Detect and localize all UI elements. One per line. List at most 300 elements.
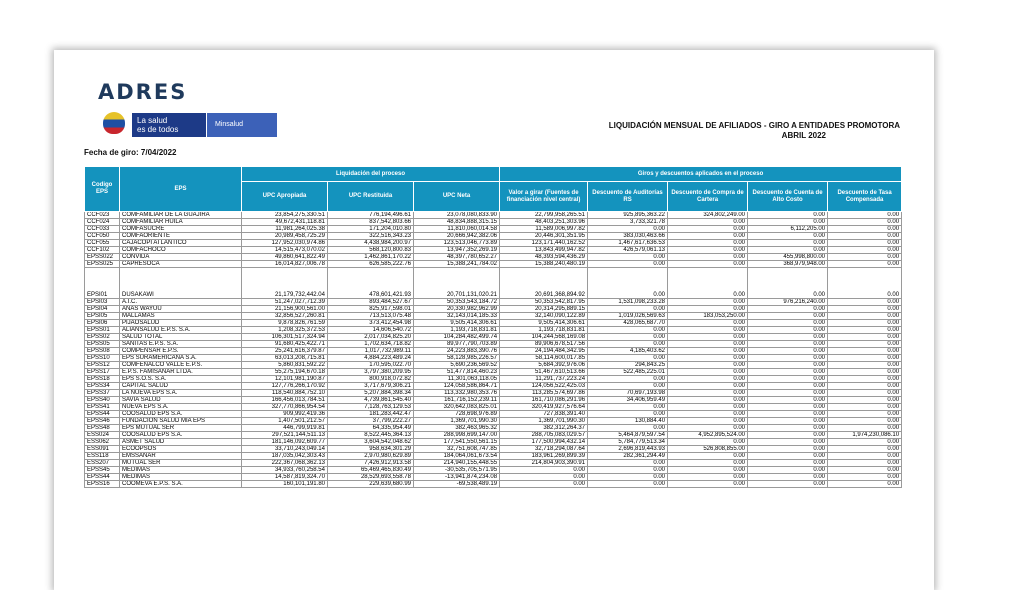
table-cell-compra: 526,808,855.00 bbox=[668, 446, 748, 453]
table-cell-neta: 50,353,543,184.72 bbox=[414, 299, 500, 306]
table-cell-auditorias: 3,733,321.78 bbox=[588, 219, 668, 226]
table-cell-girar: 20,446,301,351.95 bbox=[500, 233, 588, 240]
table-cell-girar: 113,285,574,697.86 bbox=[500, 390, 588, 397]
table-cell-auditorias: 0.00 bbox=[588, 226, 668, 233]
table-cell-alto: 0.00 bbox=[748, 327, 828, 334]
table-cell-tasa: 0.00 bbox=[828, 481, 902, 488]
table-cell-auditorias: 130,884.40 bbox=[588, 418, 668, 425]
table-cell-tasa: 0.00 bbox=[828, 418, 902, 425]
table-cell-restituida: 893,484,527.67 bbox=[328, 299, 414, 306]
table-cell-apropiada: 222,367,068,362.13 bbox=[242, 460, 328, 467]
table-cell-restituida: 8,522,445,364.13 bbox=[328, 432, 414, 439]
table-cell-auditorias: 0.00 bbox=[588, 355, 668, 362]
table-cell-compra: 0.00 bbox=[668, 261, 748, 268]
table-row bbox=[85, 212, 902, 219]
table-cell-compra: 0.00 bbox=[668, 334, 748, 341]
table-cell-code: EPSS46 bbox=[85, 418, 120, 425]
table-cell-tasa: 0.00 bbox=[828, 390, 902, 397]
adres-logo: ADRES bbox=[98, 80, 188, 104]
table-cell-code: EPSS05 bbox=[85, 341, 120, 348]
table-cell-alto: 455,998,800.00 bbox=[748, 254, 828, 261]
table-cell-neta: 9,505,414,306.61 bbox=[414, 320, 500, 327]
table-cell-tasa: 0.00 bbox=[828, 313, 902, 320]
table-cell-code: ESS024 bbox=[85, 432, 120, 439]
table-cell-tasa: 0.00 bbox=[828, 411, 902, 418]
table-cell-compra: 0.00 bbox=[668, 453, 748, 460]
table-row bbox=[85, 247, 902, 254]
table-cell-compra: 0.00 bbox=[668, 418, 748, 425]
table-cell-auditorias: 0.00 bbox=[588, 467, 668, 474]
table-cell-neta: 32,143,014,185.33 bbox=[414, 313, 500, 320]
table-cell-apropiada: 49,860,641,822.49 bbox=[242, 254, 328, 261]
table-cell-code: EPSS16 bbox=[85, 481, 120, 488]
table-cell-restituida: 7,128,763,129.53 bbox=[328, 404, 414, 411]
table-cell-neta: 123,513,046,773.89 bbox=[414, 240, 500, 247]
table-cell-eps: A.I.C. bbox=[120, 299, 242, 306]
document-page bbox=[54, 50, 934, 590]
liquidation-table bbox=[84, 166, 902, 488]
table-cell-apropiada: 909,992,419.36 bbox=[242, 411, 328, 418]
col-header-codigo: Codigo EPS bbox=[85, 167, 120, 212]
table-cell-code: EPSI05 bbox=[85, 313, 120, 320]
table-cell-auditorias: 0.00 bbox=[588, 254, 668, 261]
table-cell-neta: 15,388,241,784.02 bbox=[414, 261, 500, 268]
table-row bbox=[85, 320, 902, 327]
col-header-valor-girar: Valor a girar (Fuentes de financiación nivel central) bbox=[500, 182, 588, 212]
table-cell-eps: CAPRESOCA bbox=[120, 261, 242, 268]
table-cell-restituida: 322,516,343.23 bbox=[328, 233, 414, 240]
table-cell-tasa: 0.00 bbox=[828, 226, 902, 233]
table-cell-apropiada: 297,521,144,511.13 bbox=[242, 432, 328, 439]
table-cell-neta: 320,642,083,825.01 bbox=[414, 404, 500, 411]
table-cell-alto: 0.00 bbox=[748, 390, 828, 397]
table-cell-tasa: 0.00 bbox=[828, 467, 902, 474]
table-cell-auditorias: 34,406,959.49 bbox=[588, 397, 668, 404]
table-cell-neta: 32,751,608,747.85 bbox=[414, 446, 500, 453]
table-cell-alto: 0.00 bbox=[748, 411, 828, 418]
table-cell-auditorias: 5,464,879,597.54 bbox=[588, 432, 668, 439]
table-cell-code: EPSS44 bbox=[85, 411, 120, 418]
table-cell-compra: 0.00 bbox=[668, 404, 748, 411]
table-cell-alto: 0.00 bbox=[748, 453, 828, 460]
table-cell-apropiada: 21,156,900,561.00 bbox=[242, 306, 328, 313]
table-cell-eps: EPS SURAMERICANA S.A. bbox=[120, 355, 242, 362]
table-cell-eps: EPS S.O.S. S.A. bbox=[120, 376, 242, 383]
col-header-eps: EPS bbox=[120, 167, 242, 212]
table-cell-auditorias: 522,485,225.01 bbox=[588, 369, 668, 376]
table-cell-restituida: 28,529,693,558.78 bbox=[328, 474, 414, 481]
table-cell-eps: ALIANSALUD E.P.S. S.A. bbox=[120, 327, 242, 334]
table-cell-eps: SAVIA SALUD bbox=[120, 397, 242, 404]
table-cell-alto: 0.00 bbox=[748, 397, 828, 404]
table-cell-restituida: 3,797,380,209.95 bbox=[328, 369, 414, 376]
table-cell-code: EPSI01 bbox=[85, 268, 120, 299]
table-cell-restituida: 825,917,598.01 bbox=[328, 306, 414, 313]
table-cell-code: ESS062 bbox=[85, 439, 120, 446]
table-cell-neta: 58,128,985,226.57 bbox=[414, 355, 500, 362]
table-cell-girar: 0.00 bbox=[500, 474, 588, 481]
table-cell-tasa: 0.00 bbox=[828, 341, 902, 348]
table-cell-eps: COMFAORIENTE bbox=[120, 233, 242, 240]
government-slogan-badge: La salud es de todos bbox=[132, 113, 206, 137]
table-cell-apropiada: 49,672,431,118.81 bbox=[242, 219, 328, 226]
table-cell-alto: 0.00 bbox=[748, 404, 828, 411]
table-cell-auditorias: 282,361,294.49 bbox=[588, 453, 668, 460]
table-cell-tasa: 0.00 bbox=[828, 348, 902, 355]
table-row bbox=[85, 397, 902, 404]
table-cell-girar: 123,171,440,162.52 bbox=[500, 240, 588, 247]
table-cell-alto: 0.00 bbox=[748, 446, 828, 453]
table-cell-auditorias: 0.00 bbox=[588, 341, 668, 348]
table-cell-girar: 0.00 bbox=[500, 481, 588, 488]
table-cell-auditorias: 0.00 bbox=[588, 383, 668, 390]
table-cell-tasa: 0.00 bbox=[828, 404, 902, 411]
table-row bbox=[85, 383, 902, 390]
table-cell-compra: 0.00 bbox=[668, 320, 748, 327]
table-cell-tasa: 0.00 bbox=[828, 460, 902, 467]
table-row bbox=[85, 334, 902, 341]
table-cell-restituida: 837,542,803.66 bbox=[328, 219, 414, 226]
table-row bbox=[85, 460, 902, 467]
table-cell-eps: PIJAOSALUD bbox=[120, 320, 242, 327]
table-cell-compra: 4,952,895,524.00 bbox=[668, 432, 748, 439]
table-cell-alto: 368,979,948.00 bbox=[748, 261, 828, 268]
table-row bbox=[85, 327, 902, 334]
table-row bbox=[85, 474, 902, 481]
table-row bbox=[85, 348, 902, 355]
payment-date: Fecha de giro: 7/04/2022 bbox=[84, 148, 177, 157]
table-cell-auditorias: 0.00 bbox=[588, 411, 668, 418]
table-cell-alto: 0.00 bbox=[748, 432, 828, 439]
table-cell-apropiada: 63,013,208,715.81 bbox=[242, 355, 328, 362]
table-cell-auditorias: 925,895,363.22 bbox=[588, 212, 668, 219]
table-cell-compra: 0.00 bbox=[668, 383, 748, 390]
table-cell-girar: 20,691,368,894.92 bbox=[500, 268, 588, 299]
table-cell-restituida: 568,120,800.83 bbox=[328, 247, 414, 254]
table-cell-tasa: 0.00 bbox=[828, 397, 902, 404]
table-cell-girar: 58,114,600,017.85 bbox=[500, 355, 588, 362]
table-cell-neta: 177,541,550,561.15 bbox=[414, 439, 500, 446]
table-cell-tasa: 0.00 bbox=[828, 474, 902, 481]
table-cell-tasa: 0.00 bbox=[828, 362, 902, 369]
table-cell-alto: 0.00 bbox=[748, 334, 828, 341]
table-cell-tasa: 0.00 bbox=[828, 261, 902, 268]
table-cell-tasa: 0.00 bbox=[828, 320, 902, 327]
table-cell-auditorias: 0.00 bbox=[588, 404, 668, 411]
table-cell-restituida: 1,017,732,989.11 bbox=[328, 348, 414, 355]
table-cell-alto: 0.00 bbox=[748, 376, 828, 383]
table-cell-tasa: 0.00 bbox=[828, 369, 902, 376]
table-cell-restituida: 776,194,496.61 bbox=[328, 212, 414, 219]
table-cell-code: EPSS48 bbox=[85, 425, 120, 432]
table-cell-eps: COMFAMILIAR DE LA GUAJIRA bbox=[120, 212, 242, 219]
table-cell-alto: 0.00 bbox=[748, 247, 828, 254]
table-cell-restituida: 37,799,222.27 bbox=[328, 418, 414, 425]
table-cell-eps: COMFACHOCO bbox=[120, 247, 242, 254]
col-header-upc-neta: UPC Neta bbox=[414, 182, 500, 212]
table-cell-apropiada: 9,878,826,761.59 bbox=[242, 320, 328, 327]
table-cell-auditorias: 428,065,687.70 bbox=[588, 320, 668, 327]
table-cell-auditorias: 70,697,193.98 bbox=[588, 390, 668, 397]
table-cell-restituida: 4,884,223,489.24 bbox=[328, 355, 414, 362]
table-cell-code: EPSS02 bbox=[85, 334, 120, 341]
table-cell-neta: 11,301,063,118.05 bbox=[414, 376, 500, 383]
table-cell-eps: COMFASUCRE bbox=[120, 226, 242, 233]
table-cell-tasa: 0.00 bbox=[828, 446, 902, 453]
table-cell-eps: MUTUAL SER bbox=[120, 460, 242, 467]
table-cell-neta: 104,284,482,499.74 bbox=[414, 334, 500, 341]
table-cell-code: EPSS022 bbox=[85, 254, 120, 261]
table-cell-compra: 183,053,250.00 bbox=[668, 313, 748, 320]
table-row bbox=[85, 226, 902, 233]
table-cell-girar: 288,705,083,029.57 bbox=[500, 432, 588, 439]
table-cell-apropiada: 327,770,866,954.54 bbox=[242, 404, 328, 411]
table-cell-code: EPSS44 bbox=[85, 474, 120, 481]
table-cell-auditorias: 0.00 bbox=[588, 268, 668, 299]
table-cell-apropiada: 1,208,325,372.53 bbox=[242, 327, 328, 334]
table-cell-restituida: 14,606,540.72 bbox=[328, 327, 414, 334]
table-cell-tasa: 1,974,230,086.10 bbox=[828, 432, 902, 439]
table-cell-girar: 32,140,090,122.89 bbox=[500, 313, 588, 320]
table-cell-girar: 320,419,927,576.64 bbox=[500, 404, 588, 411]
table-cell-alto: 0.00 bbox=[748, 460, 828, 467]
group-header-giros: Giros y descuentos aplicados en el proceso bbox=[500, 167, 902, 182]
table-cell-compra: 0.00 bbox=[668, 425, 748, 432]
table-cell-neta: 288,998,699,147.00 bbox=[414, 432, 500, 439]
table-row bbox=[85, 362, 902, 369]
table-cell-restituida: 958,634,301.29 bbox=[328, 446, 414, 453]
table-cell-restituida: 5,207,884,398.34 bbox=[328, 390, 414, 397]
table-cell-code: CCF023 bbox=[85, 212, 120, 219]
table-cell-auditorias: 1,531,098,233.28 bbox=[588, 299, 668, 306]
table-row bbox=[85, 390, 902, 397]
col-header-desc-auditorias: Descuento de Auditorías RS bbox=[588, 182, 668, 212]
table-cell-tasa: 0.00 bbox=[828, 240, 902, 247]
table-cell-alto: 0.00 bbox=[748, 268, 828, 299]
table-cell-girar: 1,193,718,831.81 bbox=[500, 327, 588, 334]
table-cell-auditorias: 0.00 bbox=[588, 376, 668, 383]
table-cell-restituida: 65,469,465,830.49 bbox=[328, 467, 414, 474]
table-cell-apropiada: 14,515,473,070.02 bbox=[242, 247, 328, 254]
table-row bbox=[85, 254, 902, 261]
table-cell-apropiada: 446,799,919.81 bbox=[242, 425, 328, 432]
table-cell-alto: 976,216,240.00 bbox=[748, 299, 828, 306]
table-row bbox=[85, 425, 902, 432]
table-cell-neta: 89,977,790,703.89 bbox=[414, 341, 500, 348]
table-cell-compra: 0.00 bbox=[668, 439, 748, 446]
table-row bbox=[85, 481, 902, 488]
table-row bbox=[85, 467, 902, 474]
table-cell-girar: 48,393,594,436.29 bbox=[500, 254, 588, 261]
table-cell-tasa: 0.00 bbox=[828, 219, 902, 226]
table-cell-neta: 113,332,980,353.76 bbox=[414, 390, 500, 397]
table-cell-code: ESS118 bbox=[85, 453, 120, 460]
table-cell-alto: 0.00 bbox=[748, 439, 828, 446]
table-row bbox=[85, 341, 902, 348]
table-row bbox=[85, 306, 902, 313]
table-cell-auditorias: 2,696,819,443.93 bbox=[588, 446, 668, 453]
table-cell-auditorias: 0.00 bbox=[588, 327, 668, 334]
table-cell-auditorias: 294,843.25 bbox=[588, 362, 668, 369]
table-cell-compra: 0.00 bbox=[668, 254, 748, 261]
table-cell-apropiada: 33,710,243,049.14 bbox=[242, 446, 328, 453]
table-cell-tasa: 0.00 bbox=[828, 334, 902, 341]
table-cell-apropiada: 25,241,616,379.87 bbox=[242, 348, 328, 355]
table-cell-apropiada: 14,587,819,324.70 bbox=[242, 474, 328, 481]
table-cell-restituida: 171,204,010.80 bbox=[328, 226, 414, 233]
table-cell-neta: 13,947,352,269.19 bbox=[414, 247, 500, 254]
table-cell-neta: -69,538,489.19 bbox=[414, 481, 500, 488]
table-cell-auditorias: 5,784,779,513.34 bbox=[588, 439, 668, 446]
table-cell-compra: 0.00 bbox=[668, 369, 748, 376]
table-cell-restituida: 7,426,912,913.58 bbox=[328, 460, 414, 467]
table-cell-compra: 0.00 bbox=[668, 341, 748, 348]
table-cell-restituida: 181,283,442.47 bbox=[328, 411, 414, 418]
table-cell-code: EPSI03 bbox=[85, 299, 120, 306]
table-cell-girar: 104,244,568,169.08 bbox=[500, 334, 588, 341]
table-cell-apropiada: 11,981,264,025.38 bbox=[242, 226, 328, 233]
table-cell-auditorias: 0.00 bbox=[588, 425, 668, 432]
table-cell-girar: 24,194,484,342.95 bbox=[500, 348, 588, 355]
table-cell-alto: 0.00 bbox=[748, 306, 828, 313]
table-cell-compra: 0.00 bbox=[668, 390, 748, 397]
table-cell-girar: 727,838,391.40 bbox=[500, 411, 588, 418]
table-cell-girar: 89,906,678,517.56 bbox=[500, 341, 588, 348]
table-cell-apropiada: 51,247,027,712.39 bbox=[242, 299, 328, 306]
table-row bbox=[85, 261, 902, 268]
table-cell-tasa: 0.00 bbox=[828, 439, 902, 446]
table-cell-eps: SALUD TOTAL bbox=[120, 334, 242, 341]
table-cell-girar: 11,291,737,223.24 bbox=[500, 376, 588, 383]
table-cell-tasa: 0.00 bbox=[828, 268, 902, 299]
table-cell-eps: COOSALUD EPS S.A. bbox=[120, 432, 242, 439]
table-cell-compra: 0.00 bbox=[668, 247, 748, 254]
table-cell-alto: 0.00 bbox=[748, 313, 828, 320]
table-cell-girar: 32,718,294,087.64 bbox=[500, 446, 588, 453]
table-cell-apropiada: 187,035,042,303.43 bbox=[242, 453, 328, 460]
table-cell-code: EPSS08 bbox=[85, 348, 120, 355]
table-cell-alto: 0.00 bbox=[748, 418, 828, 425]
table-row bbox=[85, 219, 902, 226]
table-cell-code: EPSS45 bbox=[85, 467, 120, 474]
table-cell-code: EPSS37 bbox=[85, 390, 120, 397]
table-cell-alto: 0.00 bbox=[748, 341, 828, 348]
table-cell-girar: 382,312,264.37 bbox=[500, 425, 588, 432]
col-header-upc-apropiada: UPC Apropiada bbox=[242, 182, 328, 212]
table-cell-girar: 20,314,295,889.15 bbox=[500, 306, 588, 313]
col-header-desc-compra: Descuento de Compra de Cartera bbox=[668, 182, 748, 212]
table-cell-apropiada: 20,989,458,725.29 bbox=[242, 233, 328, 240]
table-cell-girar: 5,684,392,976.06 bbox=[500, 362, 588, 369]
table-cell-neta: 11,810,060,014.58 bbox=[414, 226, 500, 233]
table-row bbox=[85, 240, 902, 247]
table-cell-alto: 0.00 bbox=[748, 425, 828, 432]
table-cell-compra: 324,802,249.00 bbox=[668, 212, 748, 219]
table-cell-eps: LA NUEVA EPS S.A. bbox=[120, 390, 242, 397]
table-cell-apropiada: 181,146,092,609.77 bbox=[242, 439, 328, 446]
table-cell-code: CCF033 bbox=[85, 226, 120, 233]
table-cell-compra: 0.00 bbox=[668, 467, 748, 474]
table-cell-eps: E.P.S. FAMISANAR LTDA. bbox=[120, 369, 242, 376]
table-cell-girar: 13,843,499,947.82 bbox=[500, 247, 588, 254]
table-row bbox=[85, 376, 902, 383]
table-cell-compra: 0.00 bbox=[668, 233, 748, 240]
table-cell-restituida: 64,335,954.49 bbox=[328, 425, 414, 432]
table-cell-code: CCF024 bbox=[85, 219, 120, 226]
table-cell-girar: 51,467,610,513.66 bbox=[500, 369, 588, 376]
table-cell-girar: 11,589,006,997.82 bbox=[500, 226, 588, 233]
table-cell-girar: 22,799,958,265.51 bbox=[500, 212, 588, 219]
table-cell-auditorias: 0.00 bbox=[588, 474, 668, 481]
table-cell-auditorias: 1,019,026,569.63 bbox=[588, 313, 668, 320]
table-row bbox=[85, 404, 902, 411]
table-cell-compra: 0.00 bbox=[668, 268, 748, 299]
table-cell-neta: 24,223,883,390.76 bbox=[414, 348, 500, 355]
col-header-desc-alto-costo: Descuento de Cuenta de Alto Costo bbox=[748, 182, 828, 212]
table-cell-restituida: 4,438,984,200.97 bbox=[328, 240, 414, 247]
table-cell-neta: 184,064,061,673.54 bbox=[414, 453, 500, 460]
table-cell-compra: 0.00 bbox=[668, 327, 748, 334]
table-cell-girar: 15,388,240,480.19 bbox=[500, 261, 588, 268]
colombia-shield-icon bbox=[103, 112, 125, 134]
table-cell-restituida: 800,918,072.82 bbox=[328, 376, 414, 383]
table-cell-tasa: 0.00 bbox=[828, 383, 902, 390]
table-cell-code: EPSS10 bbox=[85, 355, 120, 362]
table-cell-alto: 0.00 bbox=[748, 233, 828, 240]
table-cell-alto: 0.00 bbox=[748, 320, 828, 327]
table-cell-code: CCF102 bbox=[85, 247, 120, 254]
table-cell-tasa: 0.00 bbox=[828, 327, 902, 334]
table-cell-apropiada: 5,860,831,592.22 bbox=[242, 362, 328, 369]
table-cell-code: ESS091 bbox=[85, 446, 120, 453]
table-cell-restituida: 713,513,075.48 bbox=[328, 313, 414, 320]
table-cell-eps: COMFAMILIAR HUILA bbox=[120, 219, 242, 226]
table-cell-code: EPSS17 bbox=[85, 369, 120, 376]
table-cell-neta: 5,690,236,569.52 bbox=[414, 362, 500, 369]
table-cell-eps: CAPITAL SALUD bbox=[120, 383, 242, 390]
table-cell-neta: -30,535,705,571.95 bbox=[414, 467, 500, 474]
table-cell-apropiada: 118,540,884,752.10 bbox=[242, 390, 328, 397]
table-cell-code: EPSS18 bbox=[85, 376, 120, 383]
report-title: LIQUIDACIÓN MENSUAL DE AFILIADOS - GIRO A ENTIDADES PROMOTORA bbox=[608, 121, 900, 130]
table-cell-code: CCF055 bbox=[85, 240, 120, 247]
table-cell-neta: 48,397,780,652.27 bbox=[414, 254, 500, 261]
table-cell-code: EPSI06 bbox=[85, 320, 120, 327]
table-cell-apropiada: 106,301,517,324.94 bbox=[242, 334, 328, 341]
table-cell-apropiada: 23,854,275,330.51 bbox=[242, 212, 328, 219]
table-cell-eps: MEDIMAS bbox=[120, 474, 242, 481]
table-cell-compra: 0.00 bbox=[668, 362, 748, 369]
table-cell-neta: 51,477,814,460.23 bbox=[414, 369, 500, 376]
table-cell-tasa: 0.00 bbox=[828, 425, 902, 432]
table-cell-auditorias: 0.00 bbox=[588, 481, 668, 488]
table-cell-neta: 20,330,982,962.99 bbox=[414, 306, 500, 313]
table-cell-tasa: 0.00 bbox=[828, 254, 902, 261]
table-cell-eps: COMPENSAR E.P.S. bbox=[120, 348, 242, 355]
table-cell-alto: 0.00 bbox=[748, 383, 828, 390]
table-cell-neta: 382,463,965.32 bbox=[414, 425, 500, 432]
table-cell-eps: COOSALUD EPS S.A. bbox=[120, 411, 242, 418]
table-cell-code: EPSS01 bbox=[85, 327, 120, 334]
table-cell-neta: 20,666,942,382.06 bbox=[414, 233, 500, 240]
table-cell-alto: 0.00 bbox=[748, 219, 828, 226]
table-cell-code: EPSS12 bbox=[85, 362, 120, 369]
table-row bbox=[85, 299, 902, 306]
table-cell-restituida: 2,017,034,825.20 bbox=[328, 334, 414, 341]
table-cell-compra: 0.00 bbox=[668, 219, 748, 226]
table-cell-neta: 214,940,155,448.55 bbox=[414, 460, 500, 467]
table-cell-alto: 0.00 bbox=[748, 481, 828, 488]
